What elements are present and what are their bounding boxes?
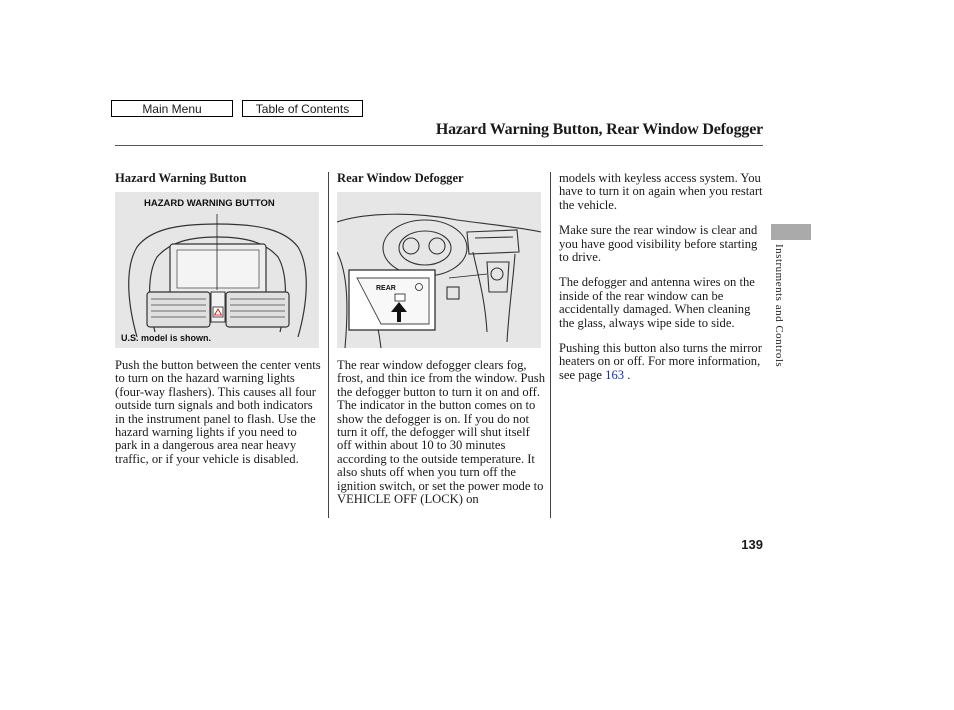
col3-para-4-end: . (624, 367, 631, 382)
defogger-figure (337, 192, 541, 348)
defogger-body-text: The rear window defogger clears fog, frost, and thin ice from the window. Push the defogger button to turn it on and off. The indicator in the button comes on to show the defogger is on. If you do not turn it off, the defogger will shut itself off within about 10 to 30 minutes according to the outside temperature. It also shuts off when you turn off the ignition switch, or set the power mode to VEHICLE OFF (LOCK) on (337, 358, 545, 507)
col3-para-1: models with keyless access system. You have to turn it on again when you restart the vehicle. (559, 171, 763, 212)
column-divider-1 (328, 172, 329, 518)
table-of-contents-button[interactable]: Table of Contents (242, 100, 363, 117)
col3-para-2: Make sure the rear window is clear and you have good visibility before starting to drive. (559, 223, 758, 265)
section-tab-marker (771, 224, 811, 240)
hazard-figure-label: HAZARD WARNING BUTTON (144, 198, 275, 209)
main-menu-button[interactable]: Main Menu (111, 100, 233, 117)
defogger-body-block (337, 359, 545, 506)
hazard-heading: Hazard Warning Button (115, 171, 247, 185)
hazard-body-block (115, 359, 321, 466)
dashboard-center-vents-illustration (115, 192, 319, 348)
defogger-button-label: REAR (376, 285, 396, 292)
col3-para-4-text: Pushing this button also turns the mirror heaters on or off. For more information, see page (559, 341, 762, 382)
hazard-body-text: Push the button between the center vents to turn on the hazard warning lights (four-way flashers). This causes all four outside turn signals and both indicators in the instrument panel to flash. Use the hazard warning lights if you need to park in a dangerous area near heavy traffic, or if your vehicle is disabled. (115, 358, 321, 466)
section-tab-label: Instruments and Controls (773, 244, 785, 368)
hazard-figure (115, 192, 319, 348)
defogger-continued-block (559, 172, 763, 382)
page-number: 139 (741, 537, 763, 552)
page-reference-link[interactable]: 163 (605, 367, 625, 382)
hazard-figure-caption: U.S. model is shown. (121, 333, 212, 343)
dashboard-defogger-illustration (337, 192, 541, 348)
hazard-heading-block (115, 172, 321, 185)
defogger-heading-block (337, 172, 545, 185)
col3-para-3: The defogger and antenna wires on the inside of the rear window can be accidentally damaged. When cleaning the glass, always wipe side to side. (559, 275, 755, 330)
defogger-heading: Rear Window Defogger (337, 171, 464, 185)
column-divider-2 (550, 172, 551, 518)
title-divider (115, 145, 763, 146)
col3-para-4 (559, 342, 763, 382)
page-title: Hazard Warning Button, Rear Window Defogger (435, 121, 763, 138)
